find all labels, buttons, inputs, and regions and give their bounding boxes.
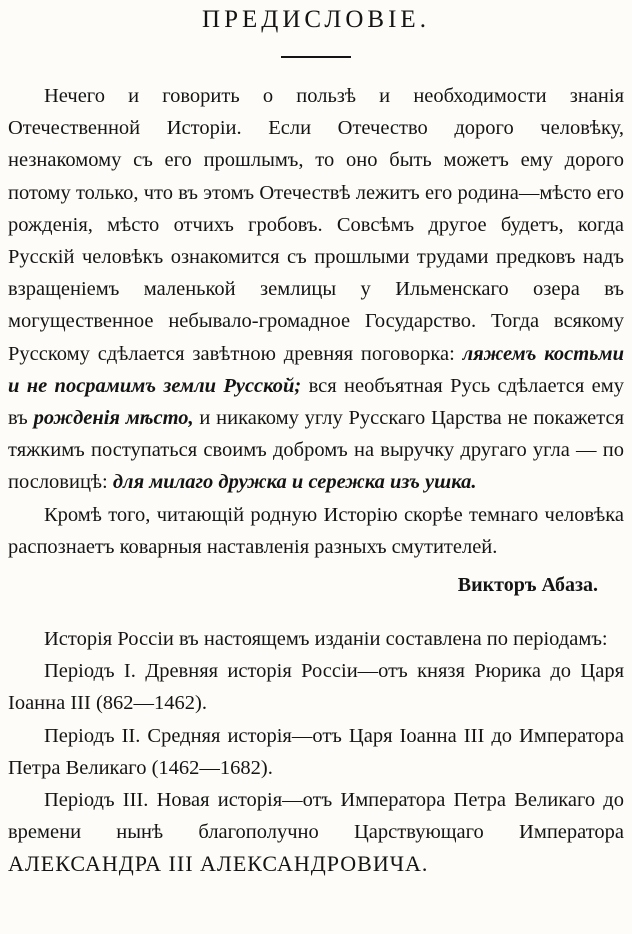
proverb-quote: ляжемъ костьми и не посрамимъ земли Русской; xyxy=(8,342,625,397)
preface-text-run: вся необъятная Русь сдѣлается ему въ xyxy=(8,374,624,430)
author-signature: Викторъ Абаза. xyxy=(457,574,598,597)
emphasis-quote: рожденія мѣсто, xyxy=(33,407,194,430)
book-page xyxy=(0,6,632,934)
period-2: Періодъ II. Средняя исторія—отъ Царя Іоанна III до Императора Петра Великаго (1462—1682). xyxy=(8,724,624,779)
preface-paragraph-2: Кромѣ того, читающій родную Исторію скорѣе темнаго человѣка распознаетъ коварныя наставленія разныхъ смутителей. xyxy=(8,503,624,558)
title-divider xyxy=(281,56,351,58)
preface-text xyxy=(8,80,624,563)
preface-text-run: и никакому углу Русскаго Царства не покажется тяжкимъ поступаться своимъ добромъ на выручку другаго угла — по пословицѣ: xyxy=(8,407,625,494)
periods-intro: Исторія Россіи въ настоящемъ изданіи составлена по періодамъ: xyxy=(44,628,608,651)
period-3 xyxy=(8,784,624,882)
preface-paragraph-1 xyxy=(8,80,624,499)
period-1: Періодъ I. Древняя исторія Россіи—отъ князя Рюрика до Царя Іоанна III (862—1462). xyxy=(8,660,624,715)
page-title: ПРЕДИСЛОВІЕ. xyxy=(202,6,430,33)
period-3-text: Періодъ III. Новая исторія—отъ Императора Петра Великаго до времени нынѣ благополучно Царствующаго Императора xyxy=(8,789,624,844)
preface-text-run: Нечего и говорить о пользѣ и необходимости знанія Отечественной Исторіи. Если Отечество дорого человѣку, незнакомому съ его прошлымъ, то оно быть можетъ ему дорого потому только, что въ этомъ Отечествѣ лежитъ его родина—мѣсто его рожденія, мѣсто отчихъ гробовъ. Совсѣмъ другое будетъ, когда Русскій человѣкъ ознакомится съ прошлыми трудами предковъ надъ взращеніемъ маленькой землицы у Ильменскаго озера въ могущественное небывало-громадное Государство. Тогда всякому Русскому сдѣлается завѣтною древняя поговорка: xyxy=(8,85,624,365)
emperor-name: АЛЕКСАНДРА III АЛЕКСАНДРОВИЧА. xyxy=(8,851,429,877)
proverb-quote: для милаго дружка и сережка изъ ушка. xyxy=(112,471,477,494)
periods-section xyxy=(8,623,624,882)
